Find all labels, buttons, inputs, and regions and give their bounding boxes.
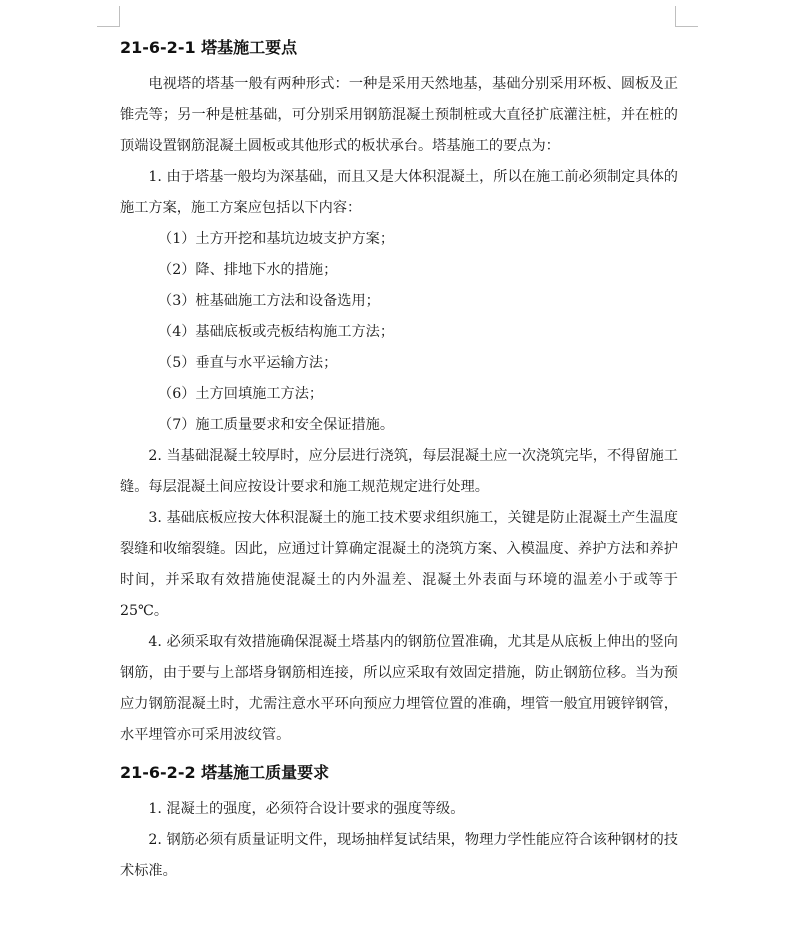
crop-mark-top-right — [675, 6, 698, 27]
paragraph-intro: 电视塔的塔基一般有两种形式：一种是采用天然地基，基础分别采用环板、圆板及正锥壳等；另一种是桩基础，可分别采用钢筋混凝土预制桩或大直径扩底灌注桩，并在桩的顶端设置钢筋混凝土圆板或其他形式的板状承台。塔基施工的要点为： — [120, 76, 678, 154]
list-item: （7）施工质量要求和安全保证措施。 — [158, 417, 395, 433]
paragraph-point-3: 3. 基础底板应按大体积混凝土的施工技术要求组织施工，关键是防止混凝土产生温度裂缝和收缩裂缝。因此，应通过计算确定混凝土的浇筑方案、入模温度、养护方法和养护时间，并采取有效措施使混凝土的内外温差、混凝土外表面与环境的温差小于或等于 25℃。 — [120, 510, 678, 619]
paragraph-quality-2: 2. 钢筋必须有质量证明文件，现场抽样复试结果，物理力学性能应符合该种钢材的技术标准。 — [120, 832, 678, 879]
paragraph-point-2: 2. 当基础混凝土较厚时，应分层进行浇筑，每层混凝土应一次浇筑完毕，不得留施工缝。每层混凝土间应按设计要求和施工规范规定进行处理。 — [120, 448, 678, 495]
list-item: （4）基础底板或壳板结构施工方法； — [158, 324, 395, 340]
list-item: （6）土方回填施工方法； — [158, 386, 324, 402]
paragraph-point-4: 4. 必须采取有效措施确保混凝土塔基内的钢筋位置准确，尤其是从底板上伸出的竖向钢筋，由于要与上部塔身钢筋相连接，所以应采取有效固定措施，防止钢筋位移。当为预应力钢筋混凝土时，尤需注意水平环向预应力埋管位置的准确，埋管一般宜用镀锌钢管，水平埋管亦可采用波纹管。 — [120, 634, 678, 743]
list-item: （3）桩基础施工方法和设备选用； — [158, 293, 380, 309]
section-heading-quality-requirements: 21-6-2-2 塔基施工质量要求 — [120, 763, 330, 782]
list-item: （5）垂直与水平运输方法； — [158, 355, 338, 371]
crop-mark-top-left — [97, 6, 120, 27]
list-item: （1）土方开挖和基坑边坡支护方案； — [158, 231, 395, 247]
paragraph-point-1: 1. 由于塔基一般均为深基础，而且又是大体积混凝土，所以在施工前必须制定具体的施工方案，施工方案应包括以下内容： — [120, 169, 678, 216]
list-item: （2）降、排地下水的措施； — [158, 262, 338, 278]
paragraph-quality-1: 1. 混凝土的强度，必须符合设计要求的强度等级。 — [148, 801, 465, 817]
document-body — [120, 34, 678, 887]
section-heading-tower-foundation-construction: 21-6-2-1 塔基施工要点 — [120, 38, 298, 57]
